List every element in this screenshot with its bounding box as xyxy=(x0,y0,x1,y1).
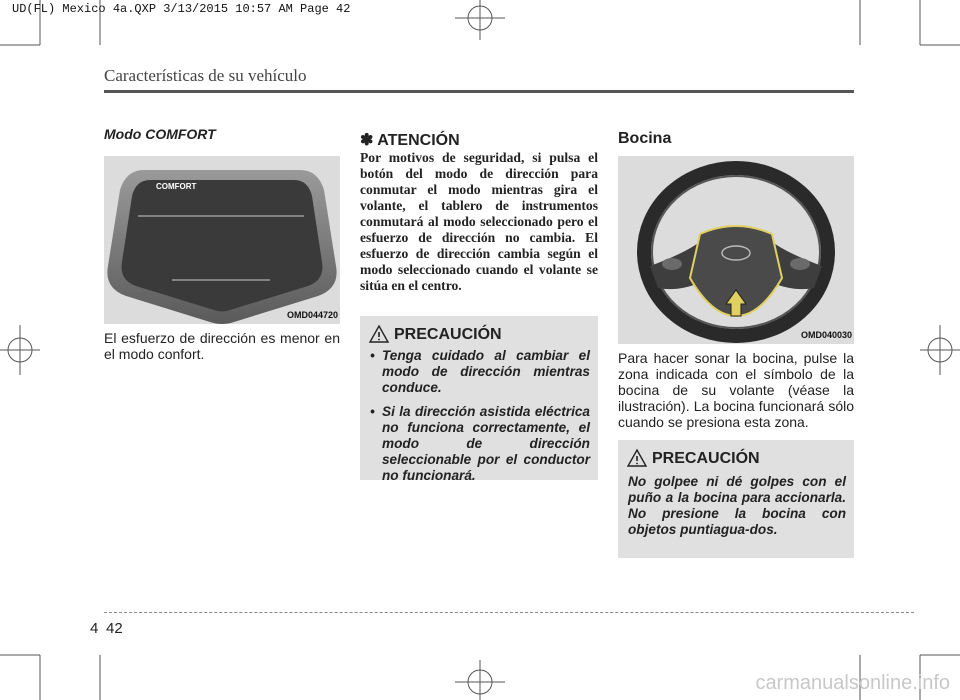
registration-mark-right xyxy=(920,325,960,375)
comfort-mode-heading: Modo COMFORT xyxy=(104,126,216,142)
registration-mark-bottom xyxy=(455,660,505,700)
comfort-label: COMFORT xyxy=(156,182,197,191)
warning-triangle-icon xyxy=(368,324,390,344)
attention-body: Por motivos de seguridad, si pulsa el botón del modo de dirección para conmutar el modo mientras gira el volante, el tablero de instrumentos conmutará al modo seleccionado pero el esfuerzo de dirección no cambia. El esfuerzo de dirección cambia según el modo seleccionado cuando el volante se sitúa en el centro. xyxy=(360,150,598,293)
figure-code: OMD040030 xyxy=(800,330,852,340)
page-header-title: Características de su vehículo xyxy=(104,66,307,85)
section-number: 4 xyxy=(90,620,99,637)
comfort-display-icon xyxy=(104,156,340,324)
caution-text: No golpee ni dé golpes con el puño a la bocina para accionarla. No presione la bocina con objetos puntiagua-dos. xyxy=(628,474,846,537)
caution-title: PRECAUCIÓN xyxy=(652,450,760,467)
bullet-icon: • xyxy=(370,348,375,363)
page-number: 42 xyxy=(106,620,123,637)
caution-bullet-item xyxy=(370,404,590,484)
header-rule xyxy=(104,90,854,93)
steering-wheel-icon xyxy=(618,156,854,344)
caution-box-steering xyxy=(360,316,598,483)
warning-triangle-icon xyxy=(626,448,648,468)
bullet-icon: • xyxy=(370,404,375,419)
caution-box-horn xyxy=(618,440,854,558)
footer-rule xyxy=(104,612,914,613)
registration-mark-left xyxy=(0,325,40,375)
caution-title: PRECAUCIÓN xyxy=(394,326,502,343)
horn-heading: Bocina xyxy=(618,130,672,147)
print-slug: UD(FL) Mexico 4a.QXP 3/13/2015 10:57 AM Page 42 xyxy=(12,2,351,16)
comfort-display-illustration xyxy=(104,156,340,324)
watermark: carmanualsonline.info xyxy=(755,672,950,694)
caution-bullet-text: Tenga cuidado al cambiar el modo de dirección mientras conduce. xyxy=(382,348,590,395)
caution-bullet-list xyxy=(370,348,590,492)
caution-bullet-text: Si la dirección asistida eléctrica no funciona correctamente, el modo de dirección seleccionable por el conductor no funcionará. xyxy=(382,404,590,483)
registration-mark-top xyxy=(455,0,505,40)
figure-code: OMD044720 xyxy=(286,310,338,320)
attention-heading xyxy=(360,130,460,150)
attention-heading-text: ATENCIÓN xyxy=(377,132,460,149)
attention-symbol: ✽ xyxy=(360,132,374,149)
caution-bullet-item xyxy=(370,348,590,396)
comfort-mode-body: El esfuerzo de dirección es menor en el modo confort. xyxy=(104,330,340,362)
steering-wheel-illustration xyxy=(618,156,854,344)
horn-body: Para hacer sonar la bocina, pulse la zona indicada con el símbolo de la bocina de su volante (véase la ilustración). La bocina funcionará sólo cuando se presiona esta zona. xyxy=(618,350,854,430)
